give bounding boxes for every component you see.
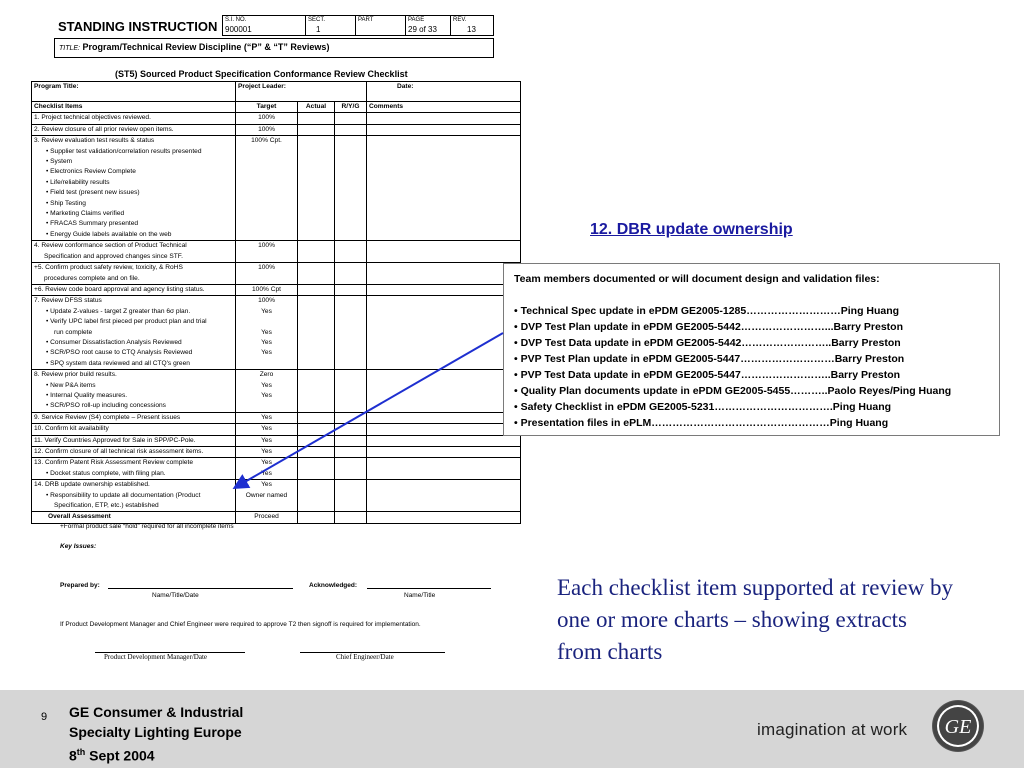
standing-instruction-title: STANDING INSTRUCTION	[58, 19, 218, 34]
target-value: 100%	[236, 241, 298, 263]
checklist-item: 3. Review evaluation test results & status • Supplier test validation/correlation results presented • System • Electronics Review Complete • Life/reliability results • Field test (present new issues) • Ship Testing • Marketing Claims verified • FRACAS Summary presented • Energy Guide labels available on the web	[32, 136, 236, 241]
footer-line1: GE Consumer & Industrial	[69, 704, 244, 720]
title-label: TITLE:	[59, 45, 81, 52]
checklist-item: 9. Service Review (S4) complete – Present issues	[32, 412, 236, 423]
approval-note: If Product Development Manager and Chief Engineer were required to approve T2 then signoff is required for implementation.	[60, 621, 421, 628]
checklist-item: +5. Confirm product safety review, toxicity, & RoHS procedures complete and on file.	[32, 263, 236, 285]
team-item: • Quality Plan documents update in ePDM GE2005-5455………..Paolo Reyes/Ping Huang	[514, 385, 952, 397]
target-value: Yes	[236, 435, 298, 446]
checklist-subitem: • System	[46, 158, 73, 166]
part-label: PART	[358, 17, 374, 23]
si-no-label: S.I. NO.	[225, 17, 247, 23]
target-value: 100% Yes Yes Yes Yes	[236, 296, 298, 370]
target-value: 100%	[236, 124, 298, 135]
checklist-item: 7. Review DFSS status • Update Z-values - target Z greater than 6σ plan. • Verify UPC label first pieced per product plan and trial run complete • Consumer Dissatisfaction Analysis Reviewed • SCR/PSO root cause to CTQ Analysis Reviewed • SPQ system data reviewed and all CTQ's green	[32, 296, 236, 370]
checklist-subitem: • Ship Testing	[46, 199, 86, 207]
col-actual: Actual	[298, 102, 335, 113]
page-label: PAGE	[408, 17, 425, 23]
team-item: • PVP Test Data update in ePDM GE2005-5447……………………..Barry Preston	[514, 369, 901, 381]
svg-text:GE: GE	[944, 716, 972, 738]
footer-organization	[69, 702, 243, 766]
col-target: Target	[236, 102, 298, 113]
checklist-subitem: • Consumer Dissatisfaction Analysis Reviewed	[46, 338, 182, 346]
footer-line2: Specialty Lighting Europe	[69, 724, 242, 740]
checklist-subitem: • SCR/PSO roll-up including concessions	[46, 402, 166, 410]
checklist-subitem: • FRACAS Summary presented	[46, 220, 139, 228]
col-checklist-items: Checklist Items	[32, 102, 236, 113]
target-value: Yes	[236, 412, 298, 423]
checklist-item: 12. Confirm closure of all technical risk assessment items.	[32, 447, 236, 458]
project-leader-label: Project Leader:	[236, 82, 367, 102]
checklist-item: 8. Review prior build results. • New P&A items • Internal Quality measures. • SCR/PSO roll-up including concessions	[32, 370, 236, 413]
target-value: Yes Yes	[236, 458, 298, 480]
target-value: Yes	[236, 447, 298, 458]
checklist-subitem: • Verify UPC label first pieced per product plan and trial	[46, 318, 207, 326]
doc-title: Program/Technical Review Discipline (“P” & “T” Reviews)	[82, 42, 330, 52]
checklist-item: 2. Review closure of all prior review open items.	[32, 124, 236, 135]
checklist-subitem: • SPQ system data reviewed and all CTQ's green	[46, 359, 190, 367]
target-value: 100%	[236, 113, 298, 124]
rev-value: 13	[467, 25, 476, 34]
team-item: • Technical Spec update in ePDM GE2005-1285………………………Ping Huang	[514, 305, 900, 317]
target-value: Zero Yes Yes	[236, 370, 298, 413]
rev-label: REV.	[453, 17, 467, 23]
footnote: +Formal product sale “hold” required for all incomplete items	[60, 523, 234, 530]
si-no-value: 900001	[225, 25, 252, 34]
target-value: 100% Cpt	[236, 284, 298, 295]
target-value: 100% Cpt.	[236, 136, 298, 241]
checklist-subitem: • Electronics Review Complete	[46, 168, 136, 176]
checklist-item: 1. Project technical objectives reviewed.	[32, 113, 236, 124]
col-comments: Comments	[367, 102, 521, 113]
prepared-by-label: Prepared by:	[60, 582, 100, 589]
ce-date-label: Chief Engineer/Date	[336, 653, 394, 661]
checklist-item: +6. Review code board approval and agency listing status.	[32, 284, 236, 295]
explanatory-note: Each checklist item supported at review by one or more charts – showing extracts from charts	[557, 575, 953, 664]
sect-value: 1	[316, 25, 321, 34]
checklist-subitem: • SCR/PSO root cause to CTQ Analysis Reviewed	[46, 349, 193, 357]
ge-logo-icon	[932, 700, 984, 752]
program-title-label: Program Title:	[32, 82, 236, 102]
team-item: • Presentation files in ePLM……………………………………………Ping Huang	[514, 417, 889, 429]
page-number: 9	[41, 711, 48, 723]
sect-label: SECT.	[308, 17, 326, 23]
dbr-title: 12. DBR update ownership	[590, 221, 793, 238]
key-issues-label: Key Issues:	[60, 543, 97, 550]
col-ryg: R/Y/G	[335, 102, 367, 113]
checklist-item: 11. Verify Countries Approved for Sale in SPP/PC-Pole.	[32, 435, 236, 446]
overall-assessment-label: Overall Assessment	[32, 512, 236, 523]
checklist-item: 10. Confirm kit availability	[32, 424, 236, 435]
acknowledged-label: Acknowledged:	[309, 582, 358, 589]
checklist-item: 4. Review conformance section of Product Technical Specification and approved changes since STF.	[32, 241, 236, 263]
checklist-subitem: • Life/reliability results	[46, 178, 110, 186]
checklist-subitem: • New P&A items	[46, 381, 96, 389]
checklist-subitem: • Docket status complete, with filing plan.	[46, 469, 166, 477]
team-intro: Team members documented or will document design and validation files:	[514, 273, 880, 285]
checklist-subitem: • Internal Quality measures.	[46, 391, 128, 399]
team-item: • PVP Test Plan update in ePDM GE2005-5447………………………Barry Preston	[514, 353, 905, 365]
prepared-name-title-date: Name/Title/Date	[152, 592, 199, 599]
target-value: 100%	[236, 263, 298, 285]
team-item: • Safety Checklist in ePDM GE2005-5231…………………………….Ping Huang	[514, 401, 892, 413]
target-value: Yes Owner named	[236, 480, 298, 512]
checklist-subitem: • Supplier test validation/correlation results presented	[46, 147, 202, 155]
checklist-title: (ST5) Sourced Product Specification Conformance Review Checklist	[115, 69, 408, 79]
checklist-subitem: • Marketing Claims verified	[46, 210, 125, 218]
pdm-date-label: Product Development Manager/Date	[104, 653, 208, 661]
overall-assessment-target: Proceed	[236, 512, 298, 523]
target-value: Yes	[236, 424, 298, 435]
date-label: Date:	[367, 82, 521, 102]
page-value: 29 of 33	[408, 25, 437, 34]
footer-date: 8th Sept 2004	[69, 747, 155, 764]
checklist-item: 13. Confirm Patent Risk Assessment Review complete • Docket status complete, with filing plan.	[32, 458, 236, 480]
checklist-subitem: • Field test (present new issues)	[46, 189, 140, 197]
checklist-subitem: • Responsibility to update all documentation (Product	[46, 491, 201, 499]
checklist-subitem: • Update Z-values - target Z greater than 6σ plan.	[46, 307, 191, 315]
tagline: imagination at work	[757, 720, 908, 739]
acknowledged-name-title: Name/Title	[404, 592, 436, 599]
team-item: • DVP Test Data update in ePDM GE2005-5442……………………..Barry Preston	[514, 337, 901, 349]
team-item: • DVP Test Plan update in ePDM GE2005-5442……………………...Barry Preston	[514, 321, 903, 333]
checklist-item: 14. DRB update ownership established. • Responsibility to update all documentation (Product Specification, ETP, etc.) established	[32, 480, 236, 512]
checklist-subitem: • Energy Guide labels available on the web	[46, 230, 172, 238]
